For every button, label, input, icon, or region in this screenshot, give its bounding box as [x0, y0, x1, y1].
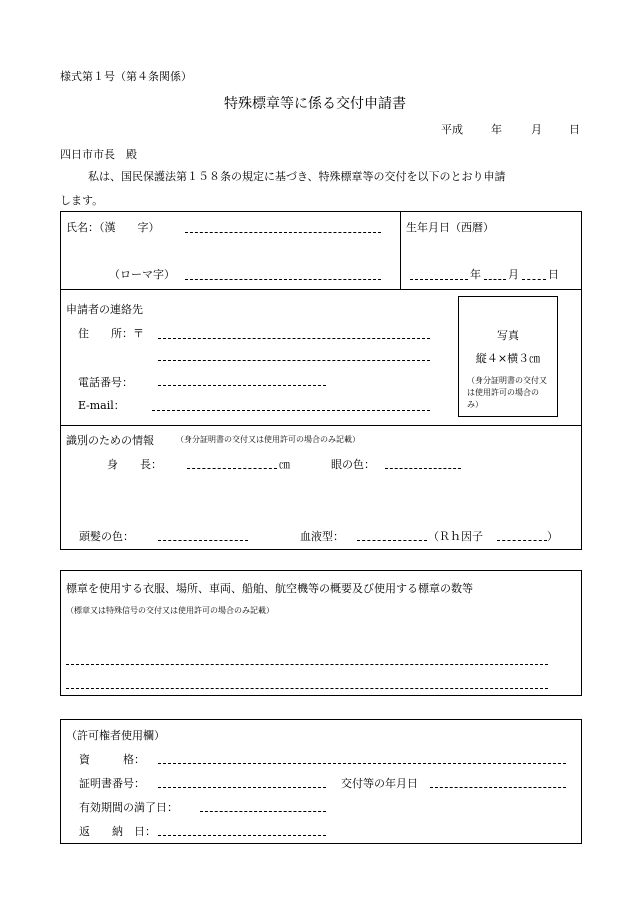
birth-divider	[400, 211, 401, 289]
intro-line-1: 私は、国民保護法第１５８条の規定に基づき、特殊標章等の交付を以下のとおり申請	[88, 170, 506, 183]
rh-factor-open: （Ｒｈ因子	[428, 530, 483, 543]
issue-date-field[interactable]	[430, 787, 566, 788]
emblem-usage-title: 標章を使用する衣服、場所、車両、船舶、航空機等の概要及び使用する標章の数等	[66, 582, 473, 595]
identification-note: （身分証明書の交付又は使用許可の場合のみ記載）	[176, 435, 360, 444]
eye-color-field[interactable]	[385, 468, 461, 469]
section-divider-2	[60, 425, 582, 426]
height-label: 身 長：	[107, 458, 162, 471]
form-number: 様式第１号（第４条関係）	[60, 70, 192, 83]
phone-field[interactable]	[158, 385, 326, 386]
cert-number-field[interactable]	[158, 787, 326, 788]
name-kanji-label: 氏名：（漢 字）	[66, 221, 160, 234]
photo-note-1: （身分証明書の交付又	[467, 376, 547, 385]
address-field-1[interactable]	[158, 338, 430, 339]
qualification-field[interactable]	[158, 763, 566, 764]
hair-color-field[interactable]	[158, 540, 248, 541]
photo-note-3: み）	[467, 400, 483, 409]
email-label: E‐mail：	[78, 399, 125, 412]
emblem-usage-note: （標章又は特殊信号の交付又は使用許可の場合のみ記載）	[66, 606, 274, 615]
birth-month-field[interactable]	[484, 279, 506, 280]
birth-year-field[interactable]	[410, 279, 468, 280]
photo-note-2: は使用許可の場合の	[467, 388, 539, 397]
authority-use-title: （許可権者使用欄）	[66, 729, 165, 742]
section-divider-1	[60, 289, 582, 290]
intro-line-2: します。	[60, 194, 104, 207]
phone-label: 電話番号：	[78, 376, 133, 389]
return-date-field[interactable]	[158, 835, 326, 836]
photo-title: 写真	[497, 329, 519, 342]
addressee: 四日市市長 殿	[60, 148, 137, 161]
date-year-label: 年	[491, 123, 502, 136]
form-title: 特殊標章等に係る交付申請書	[224, 96, 406, 112]
contact-title: 申請者の連絡先	[66, 303, 143, 316]
rh-factor-field[interactable]	[497, 540, 547, 541]
hair-color-label: 頭髪の色：	[79, 530, 134, 543]
qualification-label: 資 格：	[79, 753, 145, 766]
identification-title: 識別のための情報	[66, 434, 154, 447]
birth-label: 生年月日（西暦）	[406, 221, 494, 234]
name-roman-label: （ローマ字）	[109, 268, 175, 281]
address-field-2[interactable]	[158, 360, 430, 361]
eye-color-label: 眼の色：	[331, 458, 375, 471]
blood-type-field[interactable]	[357, 540, 427, 541]
emblem-usage-field-2[interactable]	[66, 688, 548, 689]
date-month-label: 月	[531, 123, 542, 136]
height-field[interactable]	[187, 468, 277, 469]
birth-year-label: 年	[470, 268, 481, 281]
blood-type-label: 血液型：	[300, 530, 344, 543]
rh-factor-close: ）	[547, 530, 558, 543]
birth-month-label: 月	[508, 268, 519, 281]
address-label: 住 所：〒	[78, 327, 144, 340]
cert-number-label: 証明書番号：	[79, 777, 145, 790]
expiry-label: 有効期間の満了日：	[79, 801, 178, 814]
return-date-label: 返 納 日：	[79, 825, 156, 838]
photo-size: 縦４×横３㎝	[475, 352, 541, 365]
expiry-field[interactable]	[200, 811, 326, 812]
height-unit: ㎝	[279, 458, 290, 471]
emblem-usage-field-1[interactable]	[66, 664, 548, 665]
date-day-label: 日	[569, 123, 580, 136]
date-era: 平成	[441, 123, 463, 136]
name-roman-field[interactable]	[185, 279, 381, 280]
birth-day-label: 日	[548, 268, 559, 281]
name-kanji-field[interactable]	[185, 232, 381, 233]
issue-date-label: 交付等の年月日	[341, 777, 418, 790]
email-field[interactable]	[152, 410, 430, 411]
birth-day-field[interactable]	[522, 279, 546, 280]
